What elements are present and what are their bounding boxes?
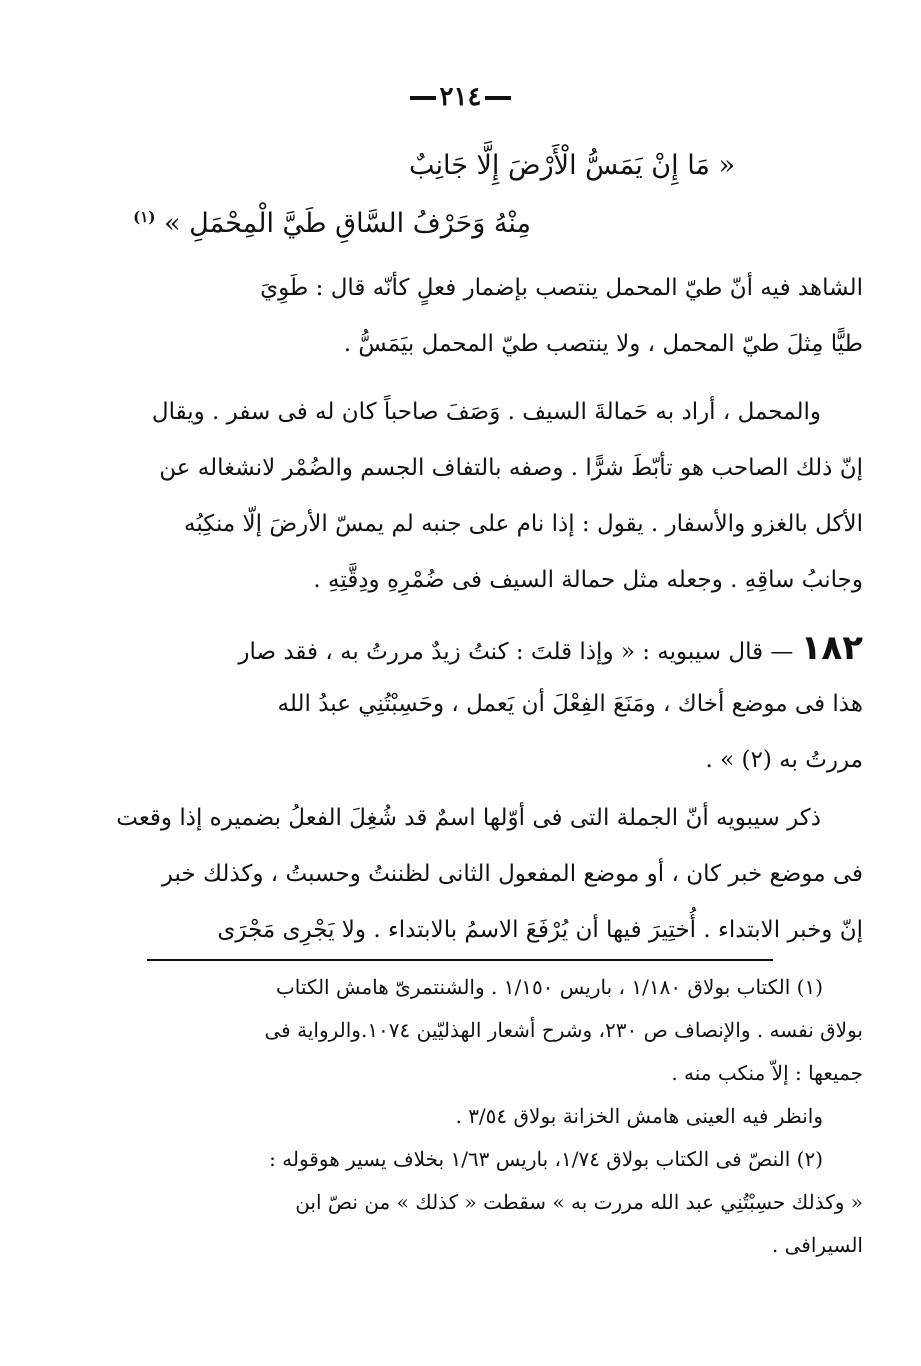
paragraph-line [58, 620, 863, 676]
footnote-line: وانظر فيه العينى هامش الخزانة بولاق ٣/٥٤ . [455, 1104, 823, 1128]
paragraph-line: الشاهد فيه أنّ طيّ المحمل ينتصب بإضمار فعلٍ كأنّه قال : طَوِيَ [260, 275, 863, 301]
poem-verse-second-text: مِنْهُ وَحَرْفُ السَّاقِ طَيَّ الْمِحْمَلِ » [164, 208, 531, 239]
page-number-dash-left [485, 96, 511, 100]
section-number: ١٨٢ [800, 628, 863, 668]
paragraph-line: هذا فى موضع أخاك ، ومَنَعَ الفِعْلَ أن يَعمل ، وحَسِبْتُنِي عبدُ الله [277, 691, 863, 717]
paragraph-line-text: — قال سيبويه : « وإذا قلتَ : كنتُ زيدٌ مررتُ به ، فقد صار [238, 639, 794, 665]
paragraph-line: وجانبُ ساقِهِ . وجعله مثل حمالة السيف فى ضُمْرِهِ ودِقَّتِهِ . [313, 567, 863, 593]
footnote-ref-1: (١) [133, 208, 156, 226]
footnote-line: (١) الكتاب بولاق ١/١٨٠ ، باريس ١/١٥٠ . والشنتمرىّ هامش الكتاب [275, 975, 823, 999]
paragraph-sibawayh-quote [58, 620, 863, 788]
paragraph-line: الأكل بالغزو والأسفار . يقول : إذا نام على جنبه لم يمسّ الأرضَ إلّا منكِبُه [184, 511, 863, 537]
paragraph-line: طيًّا مِثلَ طيّ المحمل ، ولا ينتصب طيّ المحمل بيَمَسُّ . [343, 331, 863, 357]
footnote-line: (٢) النصّ فى الكتاب بولاق ١/٧٤، باريس ١/٦٣ بخلاف يسير هوقوله : [269, 1147, 823, 1171]
footnote-line: « وكذلك حسِبْتُنِي عبد الله مررت به » سقطت « كذلك » من نصّ ابن [295, 1190, 863, 1214]
footnotes [58, 966, 863, 1267]
footnote-line: جميعها : إلاّ منكب منه . [671, 1061, 863, 1085]
footnote-divider [147, 959, 773, 961]
paragraph-shahid [58, 260, 863, 372]
footnote-line: السيرافى . [771, 1233, 863, 1257]
page-number-text: ٢١٤ [439, 82, 482, 112]
paragraph-mihmal [58, 384, 863, 608]
page-number-dash-right [410, 96, 436, 100]
paragraph-line: إنّ ذلك الصاحب هو تأبّطَ شرًّا . وصفه بالتفاف الجسم والضُمْر لانشغاله عن [159, 455, 863, 481]
footnote-line: بولاق نفسه . والإنصاف ص ٢٣٠، وشرح أشعار الهذليّين ١٠٧٤.والرواية فى [264, 1018, 863, 1042]
poem-verse-second-hemistich [133, 208, 531, 239]
paragraph-line: ذكر سيبويه أنّ الجملة التى فى أوّلها اسمٌ قد شُغِلَ الفعلُ بضميره إذا وقعت [116, 805, 821, 831]
paragraph-line: والمحمل ، أراد به حَمالةَ السيف . وَصَفَ صاحباً كان له فى سفر . ويقال [151, 399, 821, 425]
paragraph-commentary [58, 790, 863, 958]
page-number [0, 82, 921, 112]
paragraph-line: مررتُ به (٢) » . [705, 747, 863, 773]
paragraph-line: إنّ وخبر الابتداء . أُختِيرَ فيها أن يُرْفَعَ الاسمُ بالابتداء . ولا يَجْرِى مَجْرَى [217, 917, 863, 943]
poem-verse-first-hemistich: « مَا إِنْ يَمَسُّ الْأَرْضَ إِلَّا جَانِبٌ [408, 150, 735, 181]
paragraph-line: فى موضع خبر كان ، أو موضع المفعول الثانى لظننتُ وحسبتُ ، وكذلك خبر [161, 861, 863, 887]
